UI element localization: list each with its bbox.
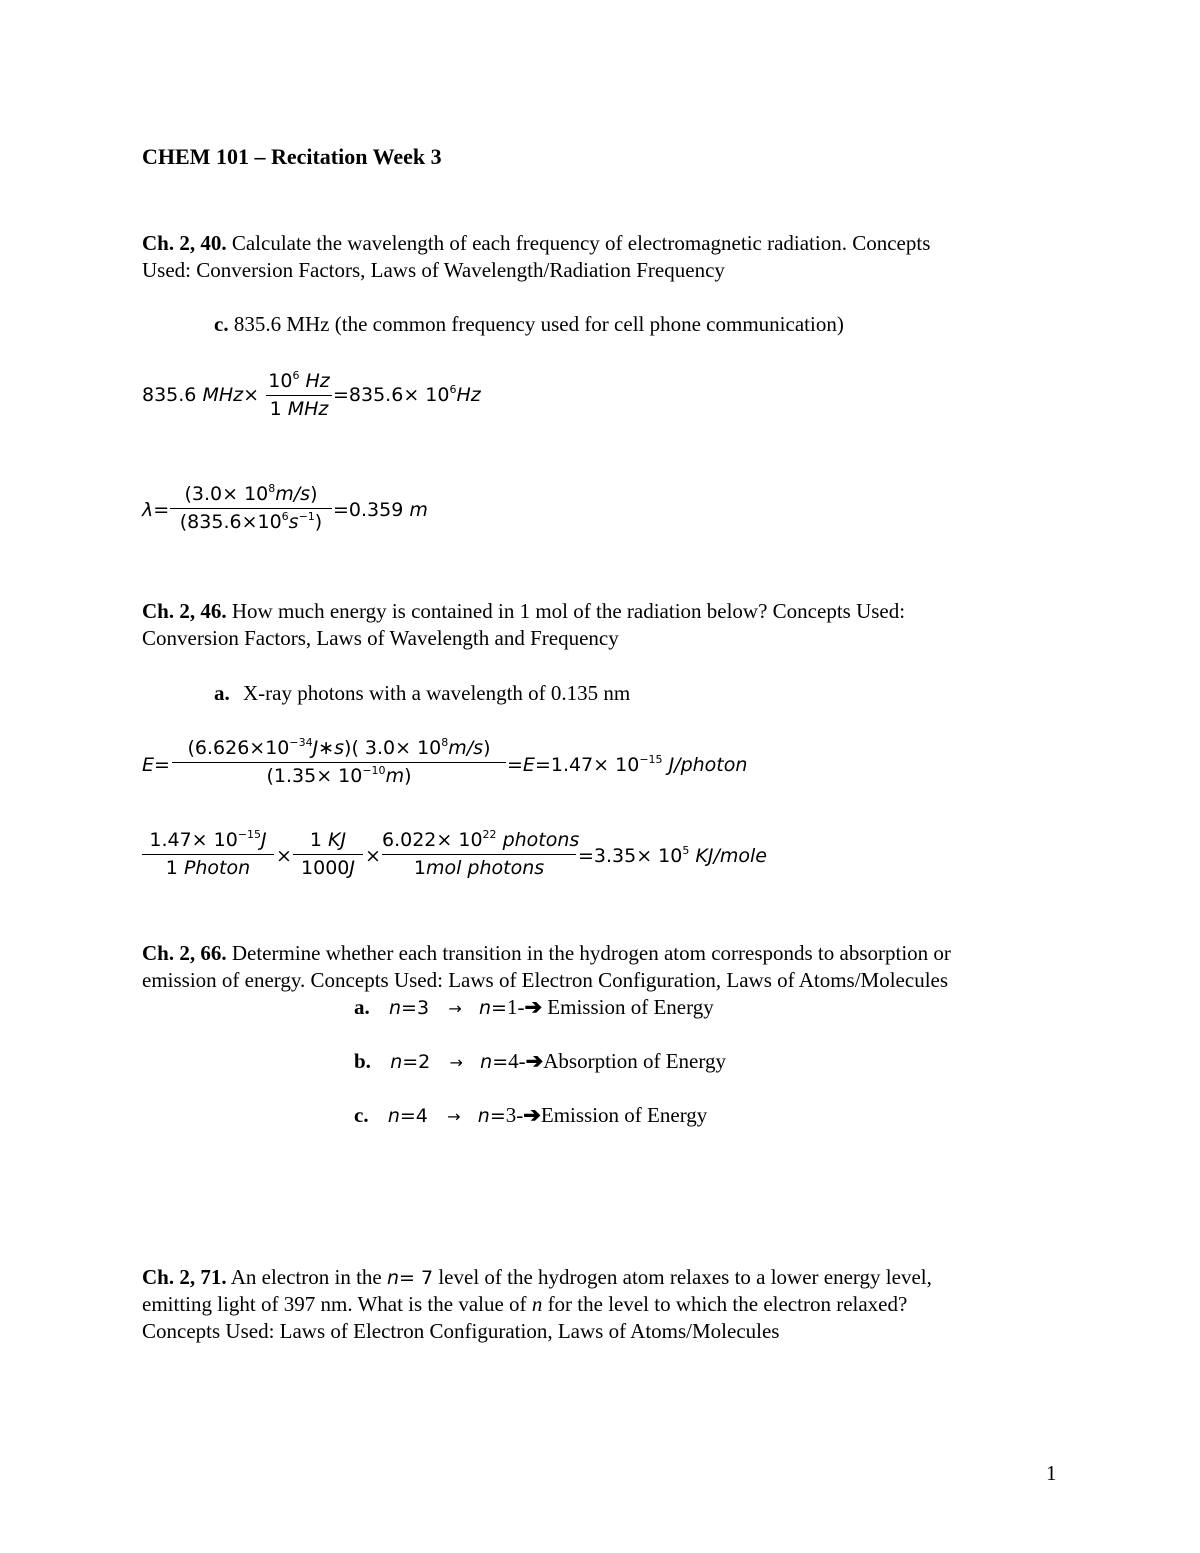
eq-value: 1	[269, 398, 282, 420]
question-71-text: emitting light of 397 nm. What is the value of	[142, 1292, 527, 1316]
eq-exponent: 6	[281, 510, 289, 523]
eq-unit: MHz	[202, 384, 244, 406]
energy-symbol: E	[142, 754, 155, 776]
arrow-right-icon: →	[449, 1053, 463, 1072]
item-label: a.	[354, 995, 370, 1019]
arrow-right-icon: →	[448, 999, 462, 1018]
equals-sign: =	[401, 997, 417, 1019]
transition-result: Absorption of Energy	[543, 1049, 726, 1073]
equation-40-2-rhs	[333, 499, 428, 522]
eq-unit: m	[385, 765, 405, 787]
n-symbol: n	[478, 997, 492, 1019]
n-symbol: n	[389, 997, 402, 1019]
equals-sign: =	[507, 754, 523, 776]
times-sign-2: ×	[365, 845, 381, 867]
eq-exponent: 6	[292, 369, 300, 382]
eq-value: 1	[413, 857, 426, 879]
arrow-right-icon: ➔	[525, 1049, 544, 1073]
eq-value: =3.35× 10	[578, 845, 683, 867]
equals-sign: =	[402, 1051, 419, 1073]
n-symbol: n	[480, 1051, 493, 1073]
eq-unit: J	[261, 829, 267, 851]
equation-46-1-fraction	[172, 737, 506, 787]
eq-unit: Hz	[456, 384, 481, 406]
page-number: 1	[1046, 1461, 1057, 1485]
arrow-right-icon: →	[447, 1107, 461, 1126]
question-40-part-c	[214, 312, 844, 337]
equals-sign: =	[399, 1105, 416, 1127]
eq-value: (6.626×10	[187, 737, 290, 759]
fraction-denominator	[172, 765, 506, 787]
fraction-denominator	[382, 857, 576, 879]
eq-exponent: 8	[441, 736, 449, 749]
question-46-text-1: How much energy is contained in 1 mol of the radiation below? Concepts Used:	[231, 599, 906, 623]
eq-value: (3.0× 10	[184, 483, 269, 505]
fraction-denominator	[142, 857, 274, 879]
eq-unit: KJ/mole	[695, 845, 767, 867]
question-40-text-1: Calculate the wavelength of each frequency of electromagnetic radiation. Concepts	[231, 231, 931, 255]
eq-exponent: 8	[268, 482, 276, 495]
arrow-right-icon: ➔	[523, 1103, 541, 1127]
fraction-denominator	[266, 398, 332, 420]
fraction-denominator	[293, 857, 363, 879]
eq-value: 1	[165, 857, 178, 879]
eq-value: 10	[268, 370, 293, 392]
equation-46-1-rhs	[507, 754, 747, 777]
fraction-numerator	[142, 829, 274, 851]
equation-46-1-lhs	[142, 754, 170, 777]
transition-result: Emission of Energy	[540, 1103, 708, 1127]
n-symbol: n	[390, 1051, 403, 1073]
question-46-label: Ch. 2, 46.	[142, 599, 227, 623]
fraction-numerator	[266, 370, 332, 392]
question-71-line-1	[142, 1265, 932, 1290]
eq-exponent: −34	[289, 736, 313, 749]
eq-unit: photons	[502, 829, 580, 851]
eq-value: 1	[309, 829, 322, 851]
fraction-numerator	[293, 829, 363, 851]
eq-unit: Hz	[305, 370, 330, 392]
fraction-denominator	[170, 511, 332, 533]
eq-unit: MHz	[287, 398, 329, 420]
energy-symbol: E	[522, 754, 535, 776]
question-46-line-1	[142, 599, 905, 624]
n-value: = 7	[399, 1267, 434, 1289]
transition-item-a	[354, 995, 714, 1020]
page-title: CHEM 101 – Recitation Week 3	[142, 144, 442, 169]
part-text: X-ray photons with a wavelength of 0.135 nm	[243, 681, 631, 705]
eq-exponent: −15	[237, 828, 262, 841]
transition-result: Emission of Energy	[542, 995, 714, 1019]
fraction-numerator	[170, 483, 332, 505]
n-to: 1-	[506, 995, 525, 1019]
equation-40-1-rhs	[333, 384, 481, 407]
equation-46-2-fraction-3	[382, 828, 580, 879]
question-66-line-1	[142, 941, 951, 966]
eq-unit: m	[409, 499, 428, 521]
transition-item-c	[354, 1103, 707, 1128]
eq-exponent: −1	[298, 510, 315, 523]
item-label: b.	[354, 1049, 371, 1073]
fraction-bar	[266, 395, 332, 396]
eq-unit: mol photons	[425, 857, 545, 879]
eq-exponent: 6	[449, 383, 457, 396]
eq-unit: m/s	[275, 483, 311, 505]
lambda-symbol: λ	[142, 499, 154, 521]
eq-exponent: −10	[362, 764, 386, 777]
n-from: 2	[418, 1051, 431, 1073]
eq-unit: s	[288, 511, 299, 533]
n-to: 3-	[505, 1103, 524, 1127]
question-46-part-a	[214, 681, 630, 706]
fraction-bar	[172, 762, 506, 763]
paren: )	[404, 765, 412, 787]
transition-item-b	[354, 1049, 726, 1074]
equals-sign: =	[154, 754, 170, 776]
question-46-text-2: Conversion Factors, Laws of Wavelength and Frequency	[142, 626, 619, 650]
question-71-text: An electron in the	[230, 1265, 382, 1289]
fraction-bar	[293, 854, 363, 855]
question-71-line-2	[142, 1292, 907, 1317]
item-label: c.	[354, 1103, 369, 1127]
eq-value: )( 3.0× 10	[344, 737, 442, 759]
n-symbol: n	[477, 1105, 490, 1127]
arrow-right-icon: ➔	[524, 995, 543, 1019]
part-label: c.	[214, 312, 229, 336]
eq-unit: J	[349, 857, 355, 879]
n-from: 4	[415, 1105, 428, 1127]
n-symbol: n	[386, 1267, 400, 1289]
equation-40-1-fraction	[266, 370, 332, 420]
fraction-bar	[142, 854, 274, 855]
eq-value: 1000	[301, 857, 350, 879]
n-symbol: n	[531, 1292, 543, 1316]
equals-sign: =	[489, 1105, 506, 1127]
eq-value: =0.359	[333, 499, 404, 521]
question-66-text-1: Determine whether each transition in the hydrogen atom corresponds to absorption or	[231, 941, 951, 965]
equation-46-2-fraction-1	[142, 829, 274, 879]
eq-value: =1.47× 10	[534, 754, 640, 776]
equation-46-2-fraction-2	[293, 829, 363, 879]
eq-value: (1.35× 10	[266, 765, 363, 787]
question-71-text: for the level to which the electron relaxed?	[547, 1292, 908, 1316]
question-40-line-1	[142, 231, 930, 256]
n-from: 3	[416, 997, 430, 1019]
fraction-numerator	[382, 828, 580, 851]
part-label: a.	[214, 681, 230, 705]
paren: )	[314, 511, 323, 533]
eq-unit: KJ	[328, 829, 347, 851]
equals-sign: =	[333, 384, 349, 406]
eq-unit: J∗s	[312, 737, 345, 759]
question-66-text-2: emission of energy. Concepts Used: Laws of Electron Configuration, Laws of Atoms/Molecules	[142, 968, 949, 992]
equation-40-2-lhs	[142, 499, 169, 522]
n-symbol: n	[387, 1105, 400, 1127]
eq-exponent: 22	[482, 828, 497, 841]
question-66-label: Ch. 2, 66.	[142, 941, 227, 965]
eq-value: (835.6×10	[179, 511, 282, 533]
eq-exponent: −15	[639, 753, 663, 766]
paren: )	[310, 483, 318, 505]
equation-40-1-lhs	[142, 384, 259, 407]
eq-value: 835.6× 10	[348, 384, 450, 406]
times-sign-1: ×	[276, 845, 292, 867]
equals-sign: =	[491, 997, 507, 1019]
equation-40-2-fraction	[170, 483, 332, 533]
question-71-text: level of the hydrogen atom relaxes to a lower energy level,	[438, 1265, 932, 1289]
fraction-bar	[382, 854, 576, 855]
equals-sign: =	[492, 1051, 509, 1073]
question-71-label: Ch. 2, 71.	[142, 1265, 227, 1289]
n-to: 4-	[508, 1049, 526, 1073]
equals-sign: =	[153, 499, 170, 521]
part-text: 835.6 MHz (the common frequency used for cell phone communication)	[233, 312, 844, 336]
equation-46-2-rhs	[578, 845, 767, 868]
question-40-label: Ch. 2, 40.	[142, 231, 227, 255]
times-sign: ×	[243, 384, 260, 406]
eq-value: 6.022× 10	[382, 829, 483, 851]
eq-unit: m/s	[448, 737, 484, 759]
eq-unit: Photon	[183, 857, 251, 879]
eq-value: 1.47× 10	[149, 829, 238, 851]
question-71-text-3: Concepts Used: Laws of Electron Configuration, Laws of Atoms/Molecules	[142, 1319, 780, 1343]
fraction-bar	[170, 508, 332, 509]
fraction-numerator	[172, 737, 506, 759]
eq-unit: J/photon	[668, 754, 748, 776]
eq-exponent: 5	[682, 844, 690, 857]
paren: )	[483, 737, 491, 759]
question-40-text-2: Used: Conversion Factors, Laws of Wavelength/Radiation Frequency	[142, 258, 725, 282]
eq-value: 835.6	[142, 384, 197, 406]
